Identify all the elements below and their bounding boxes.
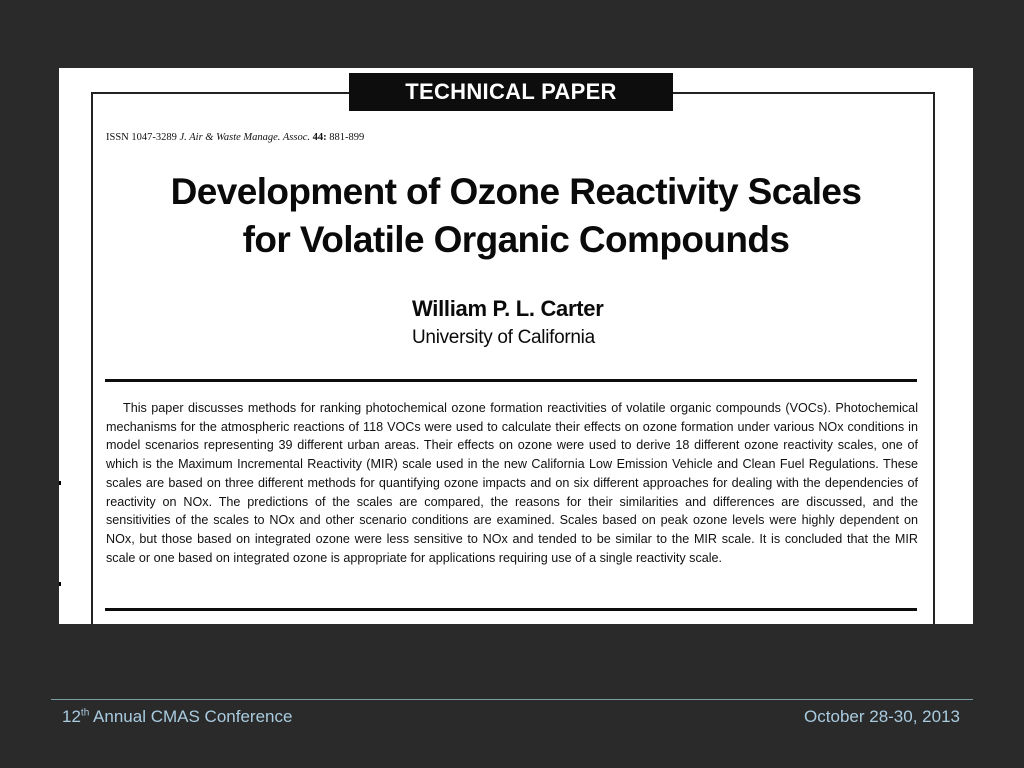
- technical-paper-banner: TECHNICAL PAPER: [349, 73, 673, 111]
- paper-author: William P. L. Carter: [412, 296, 604, 321]
- conference-dates: October 28-30, 2013: [804, 707, 960, 726]
- margin-mark: [59, 582, 61, 586]
- paper-affiliation: University of California: [412, 327, 595, 348]
- paper-title-line2: for Volatile Organic Compounds: [242, 219, 790, 260]
- issn-number: ISSN 1047-3289: [106, 132, 177, 143]
- paper-title-line1: Development of Ozone Reactivity Scales: [170, 171, 862, 212]
- journal-volume: 44:: [312, 132, 327, 143]
- conference-name: [62, 707, 292, 727]
- journal-name: J. Air & Waste Manage. Assoc.: [179, 132, 310, 143]
- journal-pages: 881-899: [329, 132, 365, 143]
- frame-left-border: [91, 92, 93, 624]
- frame-top-border-right: [673, 92, 935, 94]
- paper-title: [99, 168, 933, 264]
- abstract-bottom-rule: [105, 608, 917, 611]
- conference-ordinal: 12: [62, 707, 81, 726]
- frame-top-border-left: [91, 92, 349, 94]
- conference-title: Annual CMAS Conference: [89, 707, 293, 726]
- paper-abstract: This paper discusses methods for ranking photochemical ozone formation reactivities of volatile organic compounds (VOCs). Photochemical mechanisms for the atmospheric reactions of 118 VOCs were used to calculate their effects on ozone formation under various NOx conditions in model scenarios representing 39 different urban areas. Their effects on ozone were used to derive 18 different ozone reactivity scales, one of which is the Maximum Incremental Reactivity (MIR) scale used in the new California Low Emission Vehicle and Clean Fuel Regulations. These scales are based on three different methods for quantifying ozone impacts and on six different approaches for dealing with the dependencies of reactivity on NOx. The predictions of the scales are compared, the reasons for their similarities and differences are discussed, and the sensitivities of the scales to NOx and other scenario conditions are examined. Scales based on peak ozone levels were highly dependent on NOx, but those based on integrated ozone were less sensitive to NOx and tended to be similar to the MIR scale. It is concluded that the MIR scale or one based on integrated ozone is appropriate for applications requiring use of a single reactivity scale.: [106, 401, 918, 565]
- frame-right-border: [933, 92, 935, 624]
- margin-mark: [59, 481, 61, 485]
- abstract-top-rule: [105, 379, 917, 382]
- footer-rule: [51, 699, 973, 700]
- issn-citation: [106, 132, 364, 143]
- paper-image: [59, 68, 973, 624]
- conference-ordinal-suffix: th: [80, 707, 90, 719]
